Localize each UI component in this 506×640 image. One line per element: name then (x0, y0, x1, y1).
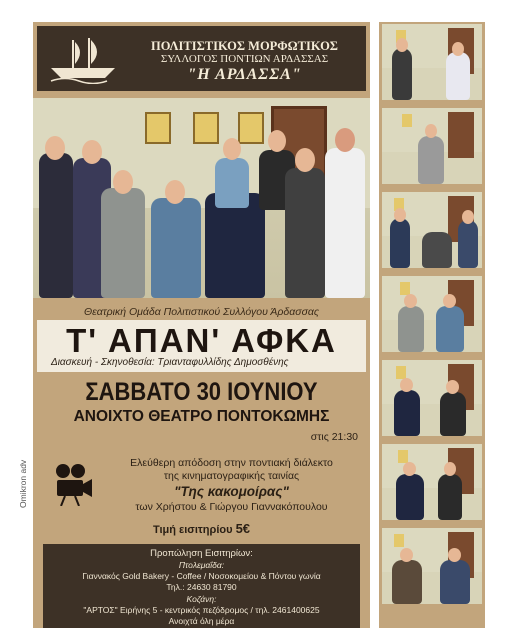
ticket-price-label: Τιμή εισιτηρίου (152, 524, 233, 536)
film-camera-icon (53, 462, 93, 506)
ticket-price-value: 5€ (235, 521, 251, 536)
scene-thumbnail (382, 444, 482, 520)
presale-phone-1: Τηλ.: 24630 81790 (166, 582, 237, 592)
presale-panel (43, 544, 360, 628)
organization-header (37, 26, 366, 91)
cast-photo (33, 98, 370, 298)
film-authors: των Χρήστου & Γιώργου Γιαννακόπουλου (135, 501, 328, 513)
scene-thumbnail (382, 192, 482, 268)
adaptation-line2: της κινηματογραφικής ταινίας (163, 470, 300, 482)
presale-heading: Προπώληση Εισιτηρίων: (150, 548, 253, 559)
scene-thumbnail (382, 108, 482, 184)
event-time: στις 21:30 (310, 431, 358, 443)
ticket-price (33, 521, 370, 536)
adaptation-line1: Ελεύθερη απόδοση στην ποντιακή διάλεκτο (130, 457, 333, 469)
play-title: Τ' ΑΠΑΝ' ΑΦΚΑ (66, 322, 337, 359)
scene-thumbnail (382, 24, 482, 100)
title-box (37, 320, 366, 372)
presale-hours: Ανοιχτά όλη μέρα (168, 616, 235, 626)
org-name-line3: "Η ΑΡΔΑΣΣΑ" (187, 66, 302, 83)
scene-thumbnail (382, 360, 482, 436)
org-name-line1: ΠΟΛΙΤΙΣΤΙΚΟΣ ΜΟΡΦΩΤΙΚΟΣ (151, 39, 338, 53)
org-name-line2: ΣΥΛΛΟΓΟΣ ΠΟΝΤΙΩΝ ΑΡΔΑΣΣΑΣ (160, 53, 329, 65)
theatre-group-intro: Θεατρική Ομάδα Πολιτιστικού Συλλόγου Άρδασσας (83, 306, 320, 318)
event-date: ΣΑΒΒΑΤΟ 30 ΙΟΥΝΙΟΥ (85, 377, 318, 406)
presale-city-1: Πτολεμαΐδα: (178, 560, 225, 570)
watermark: Omikron adv (18, 459, 28, 508)
scene-thumbnail (382, 276, 482, 352)
scene-thumbnail (382, 528, 482, 604)
ship-logo-icon (45, 34, 125, 84)
presale-city-2: Κοζάνη: (186, 594, 217, 604)
event-venue: ΑΝΟΙΧΤΟ ΘΕΑΤΡΟ ΠΟΝΤΟΚΩΜΗΣ (73, 408, 330, 425)
presale-shop-1: Γιαννακός Gold Bakery - Coffee / Νοσοκομείου & Πόντου γωνία (82, 571, 321, 581)
film-title: "Της κακομοίρας" (174, 484, 289, 499)
event-poster (33, 22, 370, 628)
presale-shop-2: "ΑΡΤΟΣ" Ειρήνης 5 - κεντρικός πεζόδρομος / τηλ. 2461400625 (83, 605, 320, 615)
scene-thumbnail-strip (379, 22, 485, 628)
director-credits: Διασκευή - Σκηνοθεσία: Τριανταφυλλίδης Δημοσθένης (51, 357, 289, 368)
